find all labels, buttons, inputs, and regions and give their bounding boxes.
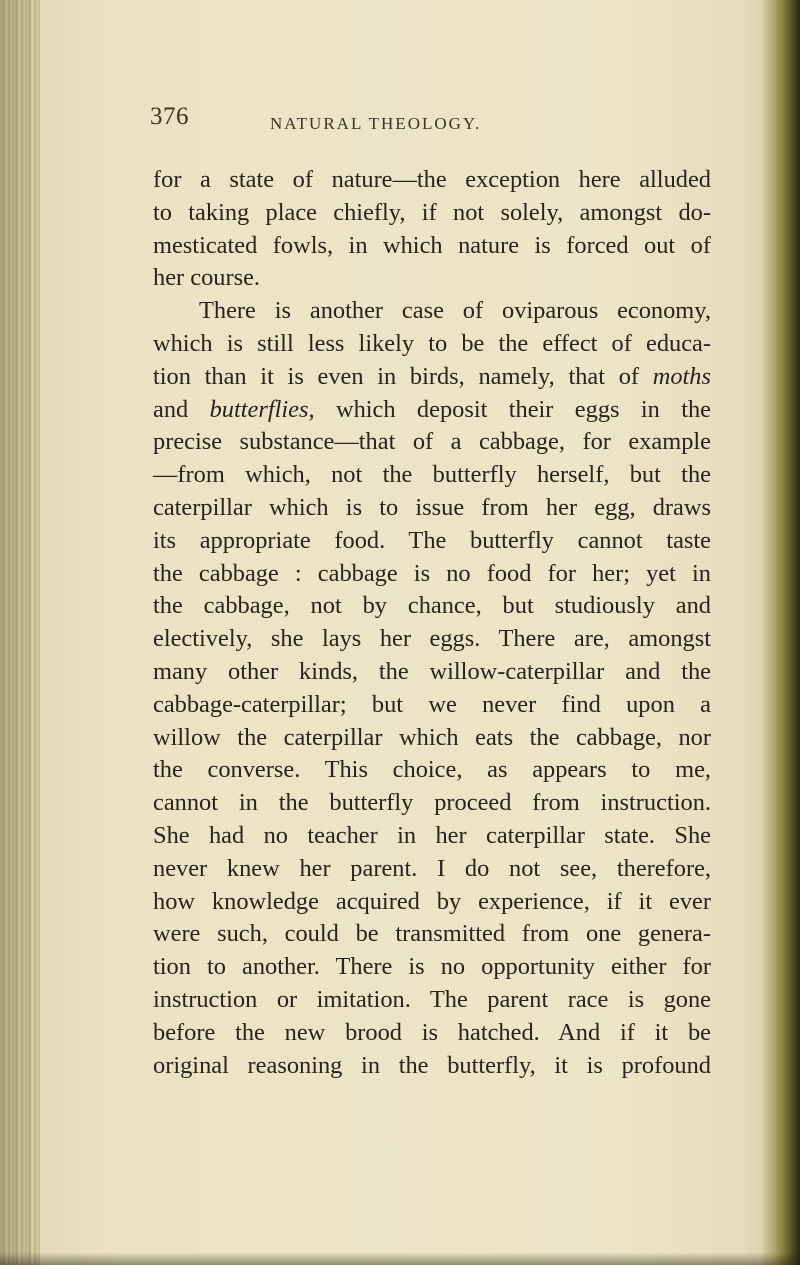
running-head: NATURAL THEOLOGY. (270, 114, 482, 133)
text-line: for a state of nature—the exception here alluded (153, 166, 711, 193)
text-line: her course. (153, 264, 260, 292)
text-line (153, 361, 711, 394)
text-line: cabbage-caterpillar; but we never find upon a (153, 690, 711, 718)
text-line: the cabbage, not by chance, but studiously and (153, 592, 711, 620)
text-line: tion to another. There is no opportunity either for (153, 953, 711, 981)
text-line: electively, she lays her eggs. There are, amongst (153, 625, 711, 653)
page-bottom-shadow (0, 1252, 800, 1265)
text-line: were such, could be transmitted from one genera- (153, 920, 711, 948)
italic-term-butterflies: butterflies (209, 395, 309, 423)
text-line: instruction or imitation. The parent race is gone (153, 985, 711, 1013)
text-line: the converse. This choice, as appears to me, (153, 756, 711, 784)
text-line: She had no teacher in her caterpillar state. She (153, 821, 711, 849)
text-line: many other kinds, the willow-caterpillar and the (153, 657, 711, 685)
text-line: —from which, not the butterfly herself, but the (153, 461, 711, 489)
text-line: precise substance—that of a cabbage, for example (153, 428, 711, 456)
page-right-edge (762, 0, 800, 1265)
page-number: 376 (150, 103, 189, 130)
text-line: the cabbage : cabbage is no food for her; yet in (153, 559, 711, 587)
text-line: original reasoning in the butterfly, it is profound (153, 1051, 711, 1079)
text-line: willow the caterpillar which eats the cabbage, nor (153, 723, 711, 751)
text-line: never knew her parent. I do not see, therefore, (153, 854, 711, 882)
text-segment: , which deposit their eggs in the (308, 395, 711, 423)
text-line: caterpillar which is to issue from her egg, draws (153, 493, 711, 521)
body-text (153, 164, 711, 1082)
page-gutter-edge (0, 0, 40, 1265)
text-line: mesticated fowls, in which nature is forced out of (153, 231, 711, 259)
text-segment: tion than it is even in birds, namely, that of (153, 362, 653, 390)
italic-term-moths: moths (652, 362, 711, 390)
text-line (153, 394, 711, 427)
text-line: which is still less likely to be the effect of educa- (153, 329, 711, 357)
text-line: before the new brood is hatched. And if it be (153, 1018, 711, 1046)
text-segment: and (153, 395, 210, 423)
page-header (150, 103, 710, 143)
text-line: its appropriate food. The butterfly cannot taste (153, 526, 711, 554)
text-line: cannot in the butterfly proceed from instruction. (153, 789, 711, 817)
text-line: how knowledge acquired by experience, if it ever (153, 887, 711, 915)
text-line: to taking place chiefly, if not solely, amongst do- (153, 198, 711, 226)
paragraph-start-line: There is another case of oviparous economy, (199, 297, 711, 325)
